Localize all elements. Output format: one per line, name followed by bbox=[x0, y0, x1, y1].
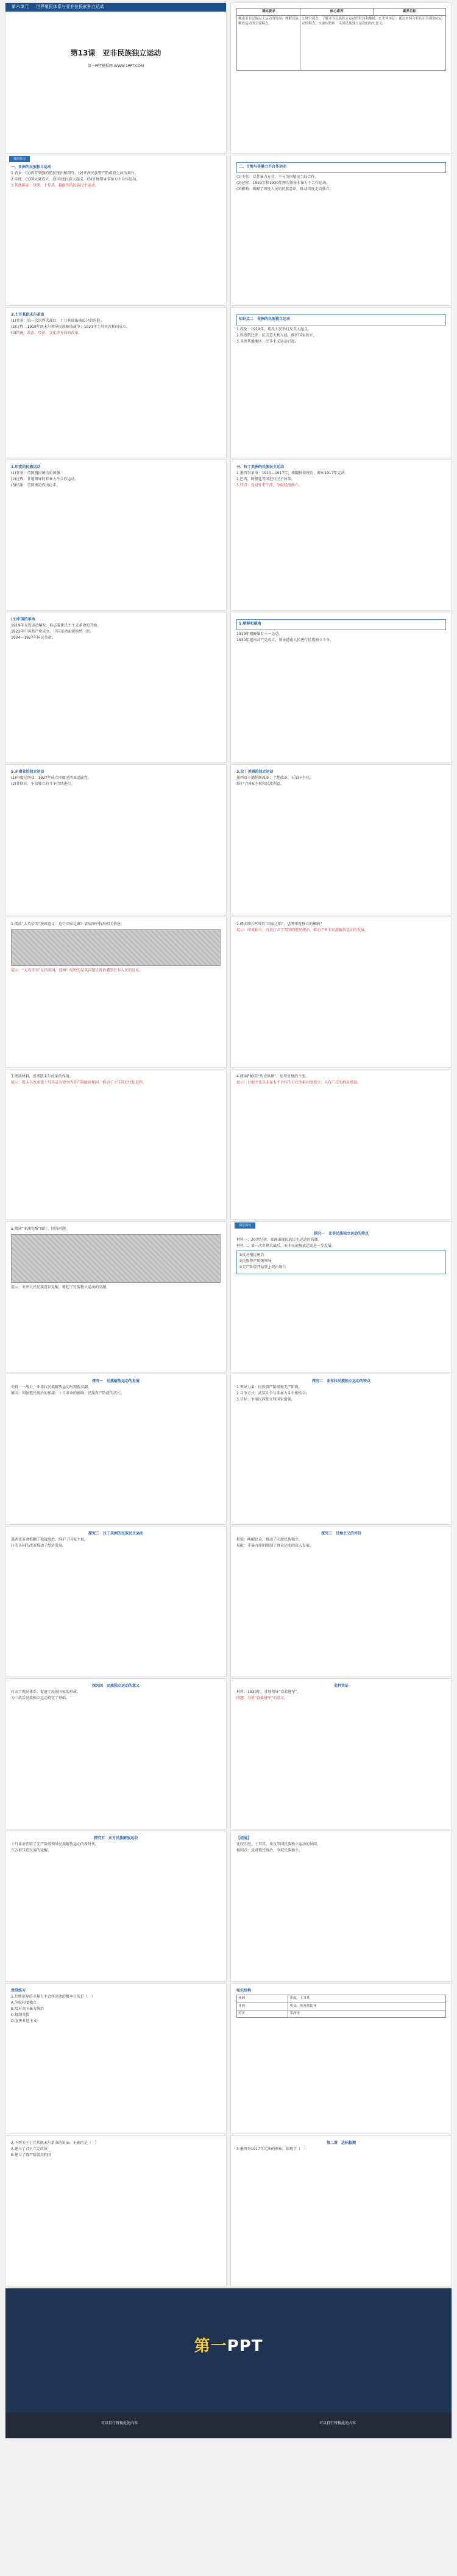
section-header: 课堂探究 bbox=[235, 1222, 255, 1229]
text-line: (3)结果：英国被迫作出让步。 bbox=[11, 483, 60, 488]
logo-part: 第一 bbox=[194, 2337, 227, 2355]
slide-explore-1 bbox=[230, 1221, 452, 1372]
text-line: 1921年中国共产党成立，中国革命面貌焕然一新。 bbox=[11, 630, 94, 634]
text-line: 1.背景：(1)西方列强的殖民统治和掠夺。(2)亚洲民族资产阶级登上政治舞台。 bbox=[11, 171, 138, 176]
text-line: 1.埃及：1919年，埃及人民举行反英大起义。 bbox=[236, 327, 311, 332]
slide-preview-10 bbox=[230, 764, 452, 915]
text-line: 相同点：反对殖民统治，争取民族独立。 bbox=[236, 1848, 303, 1853]
slide-question-2 bbox=[230, 917, 452, 1068]
illustration-image bbox=[11, 1234, 221, 1283]
text-line: (2)过程：1919年和1930年两次领导非暴力不合作运动。 bbox=[236, 181, 330, 186]
slide-explore-2 bbox=[5, 1374, 227, 1525]
footer-strip bbox=[5, 2413, 452, 2438]
text-line: 3.目标：争取民族独立和国家富强。 bbox=[236, 1397, 295, 1402]
slide-preview-7 bbox=[5, 612, 227, 763]
text-line: 十月革命开辟了无产阶级领导民族解放运动的新时代。 bbox=[11, 1842, 99, 1847]
slide-explore-5 bbox=[230, 1526, 452, 1677]
answer-text: 提示：“大英帝国”是指英国，漫画中反映的是英国殖民统治遭到亚非人民的反抗。 bbox=[11, 968, 143, 973]
structure-table bbox=[236, 1995, 446, 2018]
text-line: (1)背景：第一次世界大战后，土耳其面临被瓜分的危险。 bbox=[11, 319, 104, 324]
logo-part: PPT bbox=[227, 2337, 263, 2355]
section-header: 课前预习 bbox=[9, 156, 30, 162]
table-header: 核心素养 bbox=[300, 9, 373, 16]
section-title: 探究四 民族独立运动的意义 bbox=[91, 1684, 140, 1688]
text-line: 2.巴西、阿根廷等国进行民主改革。 bbox=[236, 477, 295, 482]
text-line: 2.印度：(1)国大党成立。(2)印度民族大起义。(3)甘地领导非暴力不合作运动。 bbox=[11, 177, 140, 182]
slide-explore-3 bbox=[230, 1374, 452, 1525]
section-title: 史料实证 bbox=[333, 1684, 349, 1688]
slide-preview-4 bbox=[230, 307, 452, 458]
section-title: 探究三 拉丁美洲的民族民主运动 bbox=[88, 1531, 143, 1536]
section-title: 3.拉丁美洲的独立运动 bbox=[236, 770, 274, 774]
option: ③无产阶级开始登上政治舞台 bbox=[239, 1265, 286, 1270]
slide-question-5 bbox=[5, 1221, 227, 1372]
text-line: 拉美各国的改革推动了经济发展。 bbox=[11, 1544, 66, 1549]
table-header: 课标要求 bbox=[237, 9, 300, 16]
slide-exercise-2 bbox=[5, 2135, 227, 2287]
section-title: 知识结构 bbox=[236, 1989, 252, 1993]
site-url: 第一PPT模板网-WWW.1PPT.COM bbox=[87, 64, 144, 69]
table-cell: 亚洲 bbox=[237, 1995, 288, 2003]
text-line: (1)主张：以非暴力方式，不与英国殖民当局合作。 bbox=[236, 175, 319, 180]
footer-text: 可以自行替换此处内容 bbox=[101, 2421, 138, 2425]
option: ②民族资产阶级领导 bbox=[239, 1259, 272, 1264]
slide-preview-6 bbox=[230, 459, 452, 611]
section-title: (3)中国的革命 bbox=[11, 617, 35, 622]
text-line: (1)印度尼西亚：1927年成立印度尼西亚民族党。 bbox=[11, 776, 91, 781]
text-line: 原因：列强殖民统治的加深；十月革命的影响；民族资产阶级的成长。 bbox=[11, 1391, 125, 1396]
text-line: 材料：1930年，甘地领导“食盐进军”。 bbox=[236, 1690, 301, 1695]
unit-tag: 第六单元 bbox=[8, 4, 32, 10]
table-cell: 非洲 bbox=[237, 2003, 288, 2010]
section-title: 探究五 东方民族解放运动 bbox=[93, 1836, 138, 1840]
answer-text: 提示：甘地主张以非暴力不合作的方式争取印度独立，具有广泛的群众基础。 bbox=[236, 1080, 361, 1085]
option: C.抵制英货 bbox=[11, 2013, 30, 2018]
slide-explore-8 bbox=[5, 1831, 227, 1982]
section-title: 知识点二 非洲的民族独立运动 bbox=[239, 317, 291, 321]
question-text: 2.下列关于土耳其凯末尔革命的说法，正确的是（ ） bbox=[11, 2141, 99, 2145]
text-line: 维护了国家主权和民族利益。 bbox=[236, 782, 285, 787]
option: A.建立了君主立宪政体 bbox=[11, 2147, 48, 2152]
slide-extension bbox=[230, 1831, 452, 1982]
question-text: 3.阅读材料，思考凯末尔改革的作用。 bbox=[11, 1074, 73, 1079]
slide-exercise-1 bbox=[5, 1983, 227, 2134]
text-line: 1.墨西哥革命：1910—1917年，推翻独裁统治，颁布1917年宪法。 bbox=[236, 471, 349, 476]
slide-end bbox=[5, 2288, 452, 2439]
text-line: 局限：非暴力原则限制了群众运动的深入发展。 bbox=[236, 1544, 314, 1549]
text-line: (3)措施：政治、经济、文化等方面的改革。 bbox=[11, 331, 82, 336]
option: B.反对英国暴力统治 bbox=[11, 2007, 44, 2012]
text-line: (2)过程：甘地领导的非暴力不合作运动。 bbox=[11, 477, 79, 482]
option: ①反对殖民统治 bbox=[239, 1253, 264, 1258]
text-line: 积极：唤醒民众，推动了印度民族独立。 bbox=[236, 1538, 303, 1542]
text-line: 材料一：20世纪初，亚洲出现民族民主运动的高潮。 bbox=[236, 1238, 322, 1243]
table-cell: 印度、土耳其 bbox=[288, 1995, 446, 2003]
section-title: 5.东南亚的独立运动 bbox=[11, 770, 44, 774]
section-title: 二、甘地与非暴力不合作运动 bbox=[239, 165, 287, 169]
answer-text: 提示：凯末尔改革使土耳其成为独立的资产阶级共和国，推动了土耳其近代化进程。 bbox=[11, 1080, 147, 1085]
text-line: 1919年朝鲜爆发三一运动。 bbox=[236, 632, 283, 637]
text-line: 3.特点：反对外来干涉，争取经济独立。 bbox=[236, 483, 302, 488]
slide-grid bbox=[5, 2, 452, 2574]
table-cell: 概述亚非民族民主运动的发展；理解民族解放运动的主要特点。 bbox=[237, 16, 300, 71]
section-title: 4.印度的民族运动 bbox=[11, 465, 41, 469]
table-cell: 1.时空观念：了解亚非民族独立运动的时间和地域。2.史料实证：通过材料分析认识各国独立运动的特点。3.家国情怀：认识民族独立运动的历史意义。 bbox=[300, 16, 446, 71]
slide-question-1 bbox=[5, 917, 227, 1068]
section-title: 探究三 甘地主义的评价 bbox=[321, 1531, 361, 1536]
text-line: (3)影响：唤醒了印度人民的民族意识，推动印度走向独立。 bbox=[236, 187, 333, 192]
question-text: 2.阅读图片P79页“国家之船”，思考印度独立的影响？ bbox=[236, 922, 324, 926]
slide-preview-8 bbox=[230, 612, 452, 763]
slide-preview-5 bbox=[5, 459, 227, 611]
unit-subtitle: 世界殖民体系与亚非拉民族独立运动 bbox=[36, 4, 104, 10]
section-title: 探究一 民族解放运动的发展 bbox=[91, 1379, 140, 1383]
text-line: 史料：一战后，亚非拉民族解放运动出现新高潮。 bbox=[11, 1385, 92, 1390]
text-line: 问题：分析“食盐进军”的意义。 bbox=[236, 1696, 288, 1701]
slide-explore-7 bbox=[230, 1678, 452, 1829]
section-title: 课堂练习 bbox=[11, 1989, 26, 1993]
table-cell: 拉美 bbox=[237, 2010, 288, 2017]
text-line: 为二战后民族独立运动奠定了基础。 bbox=[11, 1696, 70, 1701]
slide-explore-6 bbox=[5, 1678, 227, 1829]
text-line: 1.领导力量：民族资产阶级和无产阶级。 bbox=[236, 1385, 302, 1390]
answer-text: 提示：印度独立，沉重打击了英国的殖民统治，推动了亚非民族解放运动的发展。 bbox=[236, 928, 369, 933]
section-title: 探究二 亚非拉民族独立运动的特点 bbox=[311, 1379, 370, 1383]
option: B.建立了资产阶级共和国 bbox=[11, 2153, 52, 2158]
option: D.宣传甘地主义 bbox=[11, 2019, 37, 2024]
slide-explore-4 bbox=[5, 1526, 227, 1677]
question-text: 3.墨西哥1917年宪法的颁布，体现了（ ） bbox=[236, 2147, 308, 2152]
text-line: 1924—1927年国民革命。 bbox=[11, 636, 55, 640]
table-cell: 埃及、埃塞俄比亚 bbox=[288, 2003, 446, 2010]
text-line: 比较印度、土耳其、埃及等国民族独立运动的异同。 bbox=[236, 1842, 321, 1847]
table-header: 素养目标 bbox=[373, 9, 445, 16]
cartoon-image bbox=[11, 929, 221, 966]
question-text: 1.甘地领导的非暴力不合作运动的根本目的是（ ） bbox=[11, 1995, 95, 1999]
text-line: 墨西哥卡德纳斯改革：土地改革、石油国有化。 bbox=[236, 776, 314, 781]
slide-preview-1 bbox=[5, 155, 227, 306]
text-line: 1930年越南共产党成立，领导越南人民进行民族独立斗争。 bbox=[236, 638, 334, 643]
question-text: 1.阅读“大英帝国”漫画意义：这个国家是谁？请从图中找出相关信息。 bbox=[11, 922, 124, 926]
goals-table bbox=[236, 8, 446, 71]
slide-title bbox=[5, 2, 227, 154]
text-line: 墨西哥革命推翻了独裁统治，维护了国家主权。 bbox=[11, 1538, 88, 1542]
lesson-title: 第13课 亚非民族独立运动 bbox=[70, 49, 161, 57]
answer-text: 提示：亚洲人民民族意识觉醒，掀起了民族独立运动的高潮。 bbox=[11, 1285, 110, 1290]
option: A.争取印度独立 bbox=[11, 2001, 37, 2006]
text-line: 2.斗争方式：武装斗争与非暴力斗争相结合。 bbox=[236, 1391, 310, 1396]
text-line: 东方被压迫民族的觉醒。 bbox=[11, 1848, 52, 1853]
text-line: (2)菲律宾：争取独立的斗争持续进行。 bbox=[11, 782, 75, 787]
section-title: 3.土耳其凯末尔革命 bbox=[11, 313, 44, 317]
text-line: (2)过程：1919年凯末尔领导民族解放战争；1923年土耳其共和国成立。 bbox=[11, 325, 130, 330]
table-cell: 墨西哥 bbox=[288, 2010, 446, 2017]
text-line: 3.其他国家：伊朗、土耳其、越南等的民族民主运动。 bbox=[11, 183, 99, 188]
slide-structure bbox=[230, 1983, 452, 2134]
section-title: 第二课 达标检测 bbox=[326, 2141, 356, 2145]
logo bbox=[11, 2336, 446, 2357]
text-line: 2.埃塞俄比亚：抗击意大利入侵，维护国家独立。 bbox=[236, 333, 317, 338]
section-title: 【拓展】 bbox=[236, 1836, 252, 1840]
text-line: 材料二：第一次世界大战后，亚非民族解放运动进一步发展。 bbox=[236, 1244, 336, 1249]
slide-preview-2 bbox=[230, 155, 452, 306]
text-line: 1919年五四运动爆发，标志着新民主主义革命的开始。 bbox=[11, 623, 101, 628]
section-title: 5.朝鲜和越南 bbox=[239, 622, 261, 626]
question-text: 4.阅读P80页“历史纵横”，思考甘地的主张。 bbox=[236, 1074, 310, 1079]
section-title: 三、拉丁美洲的民族民主运动 bbox=[236, 465, 285, 469]
slide-exercise-3 bbox=[230, 2135, 452, 2287]
text-line: (1)背景：英国殖民统治的加强。 bbox=[11, 471, 64, 476]
section-title: 探究一 亚非民族独立运动的特点 bbox=[313, 1232, 369, 1236]
slide-question-4 bbox=[230, 1069, 452, 1220]
slide-preview-9 bbox=[5, 764, 227, 915]
footer-text: 可以自行替换此处内容 bbox=[319, 2421, 356, 2425]
text-line: 3.非洲其他地区：泛非主义运动兴起。 bbox=[236, 339, 299, 344]
slide-preview-3 bbox=[5, 307, 227, 458]
question-text: 5.阅读“亚洲觉醒”图片，回答问题。 bbox=[11, 1227, 69, 1231]
slide-goals bbox=[230, 2, 452, 154]
slide-question-3 bbox=[5, 1069, 227, 1220]
text-line: 打击了殖民体系，促进了民族国家的形成。 bbox=[11, 1690, 81, 1695]
section-title: 一、亚洲的民族独立运动 bbox=[11, 165, 52, 169]
